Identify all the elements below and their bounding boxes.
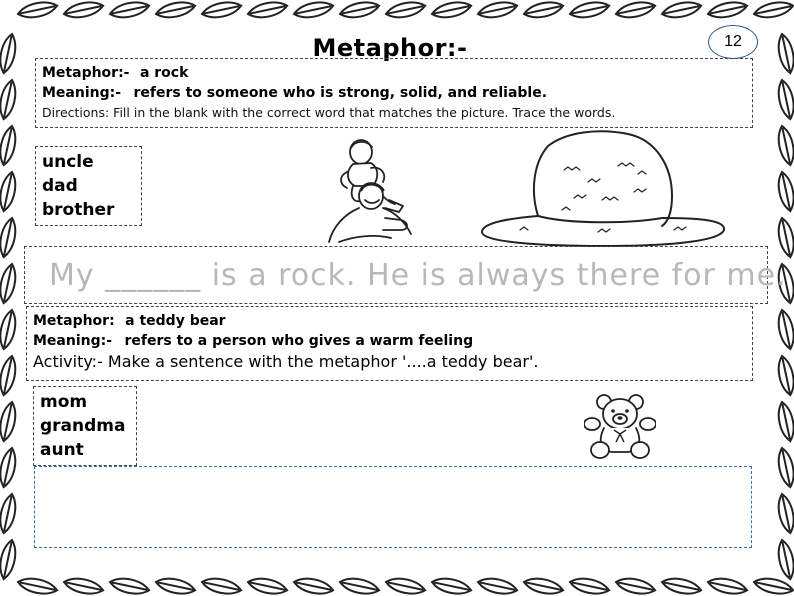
word-choice: uncle — [42, 152, 94, 172]
definition-box-rock — [35, 58, 753, 128]
leaf-ornament — [615, 575, 657, 596]
leaf-ornament — [201, 0, 243, 21]
word-choice: dad — [42, 176, 78, 196]
leaf-ornament — [0, 217, 19, 259]
leaf-ornament — [477, 575, 519, 596]
leaf-ornament — [775, 33, 794, 75]
leaf-ornament — [707, 0, 749, 21]
leaf-ornament — [775, 401, 794, 443]
word-bank-teddy-bear — [33, 386, 137, 466]
father-child-icon — [325, 138, 415, 244]
leaf-ornament — [339, 0, 381, 21]
leaf-ornament — [63, 575, 105, 596]
leaf-ornament — [293, 0, 335, 21]
leaf-ornament — [0, 171, 19, 213]
leaf-ornament — [523, 0, 565, 21]
leaf-ornament — [477, 0, 519, 21]
leaf-ornament — [109, 575, 151, 596]
leaf-ornament — [17, 0, 59, 21]
leaf-ornament — [0, 355, 19, 397]
leaf-ornament — [431, 0, 473, 21]
leaf-ornament — [201, 575, 243, 596]
leaf-ornament — [775, 79, 794, 121]
answer-box[interactable] — [34, 466, 752, 548]
leaf-ornament — [0, 33, 19, 75]
leaf-ornament — [0, 79, 19, 121]
trace-sentence: My ______ is a rock. He is always there for me. — [49, 258, 787, 293]
leaf-ornament — [753, 575, 794, 596]
leaf-ornament — [523, 575, 565, 596]
leaf-ornament — [155, 0, 197, 21]
word-bank-rock — [35, 146, 142, 226]
leaf-ornament — [385, 0, 427, 21]
meaning-value: refers to a person who gives a warm feeling — [124, 333, 474, 349]
leaf-ornament — [109, 0, 151, 21]
leaf-ornament — [0, 309, 19, 351]
teddy-bear-icon — [584, 390, 656, 462]
leaf-ornament — [0, 125, 19, 167]
leaf-ornament — [0, 401, 19, 443]
leaf-ornament — [0, 493, 19, 535]
leaf-ornament — [775, 309, 794, 351]
meaning-label: Meaning:- — [42, 85, 122, 101]
leaf-ornament — [0, 539, 19, 581]
leaf-ornament — [775, 539, 794, 581]
page-number: 12 — [708, 25, 758, 59]
leaf-ornament — [247, 0, 289, 21]
leaf-ornament — [17, 575, 59, 596]
page-title: Metaphor:- — [312, 34, 468, 62]
definition-box-teddy-bear — [26, 306, 753, 381]
leaf-ornament — [247, 575, 289, 596]
leaf-ornament — [385, 575, 427, 596]
metaphor-label: Metaphor: — [33, 313, 115, 329]
leaf-ornament — [775, 493, 794, 535]
trace-sentence-box — [24, 246, 787, 304]
leaf-ornament — [707, 575, 749, 596]
word-choice: mom — [40, 392, 88, 412]
meaning-value: refers to someone who is strong, solid, and reliable. — [133, 85, 548, 101]
activity-text: Activity:- Make a sentence with the metaphor '....a teddy bear'. — [33, 352, 539, 371]
leaf-ornament — [775, 355, 794, 397]
leaf-ornament — [339, 575, 381, 596]
leaf-ornament — [775, 125, 794, 167]
leaf-ornament — [0, 447, 19, 489]
metaphor-label: Metaphor:- — [42, 65, 130, 81]
leaf-ornament — [0, 263, 19, 305]
meaning-line — [42, 83, 752, 103]
metaphor-line — [33, 311, 752, 331]
leaf-ornament — [615, 0, 657, 21]
leaf-ornament — [661, 0, 703, 21]
leaf-ornament — [775, 171, 794, 213]
word-choice: grandma — [40, 416, 126, 436]
metaphor-line — [42, 63, 752, 83]
rock-icon — [478, 126, 728, 248]
leaf-ornament — [63, 0, 105, 21]
leaf-ornament — [155, 575, 197, 596]
word-choice: brother — [42, 200, 115, 220]
leaf-ornament — [293, 575, 335, 596]
meaning-label: Meaning:- — [33, 333, 113, 349]
metaphor-value: a rock — [139, 65, 189, 81]
meaning-line — [33, 331, 752, 351]
leaf-ornament — [753, 0, 794, 21]
leaf-ornament — [775, 447, 794, 489]
metaphor-value: a teddy bear — [125, 313, 226, 329]
leaf-ornament — [569, 0, 611, 21]
directions-text: Directions: Fill in the blank with the correct word that matches the picture. Trace the words. — [42, 105, 616, 120]
leaf-ornament — [661, 575, 703, 596]
leaf-ornament — [569, 575, 611, 596]
word-choice: aunt — [40, 440, 84, 460]
leaf-ornament — [431, 575, 473, 596]
